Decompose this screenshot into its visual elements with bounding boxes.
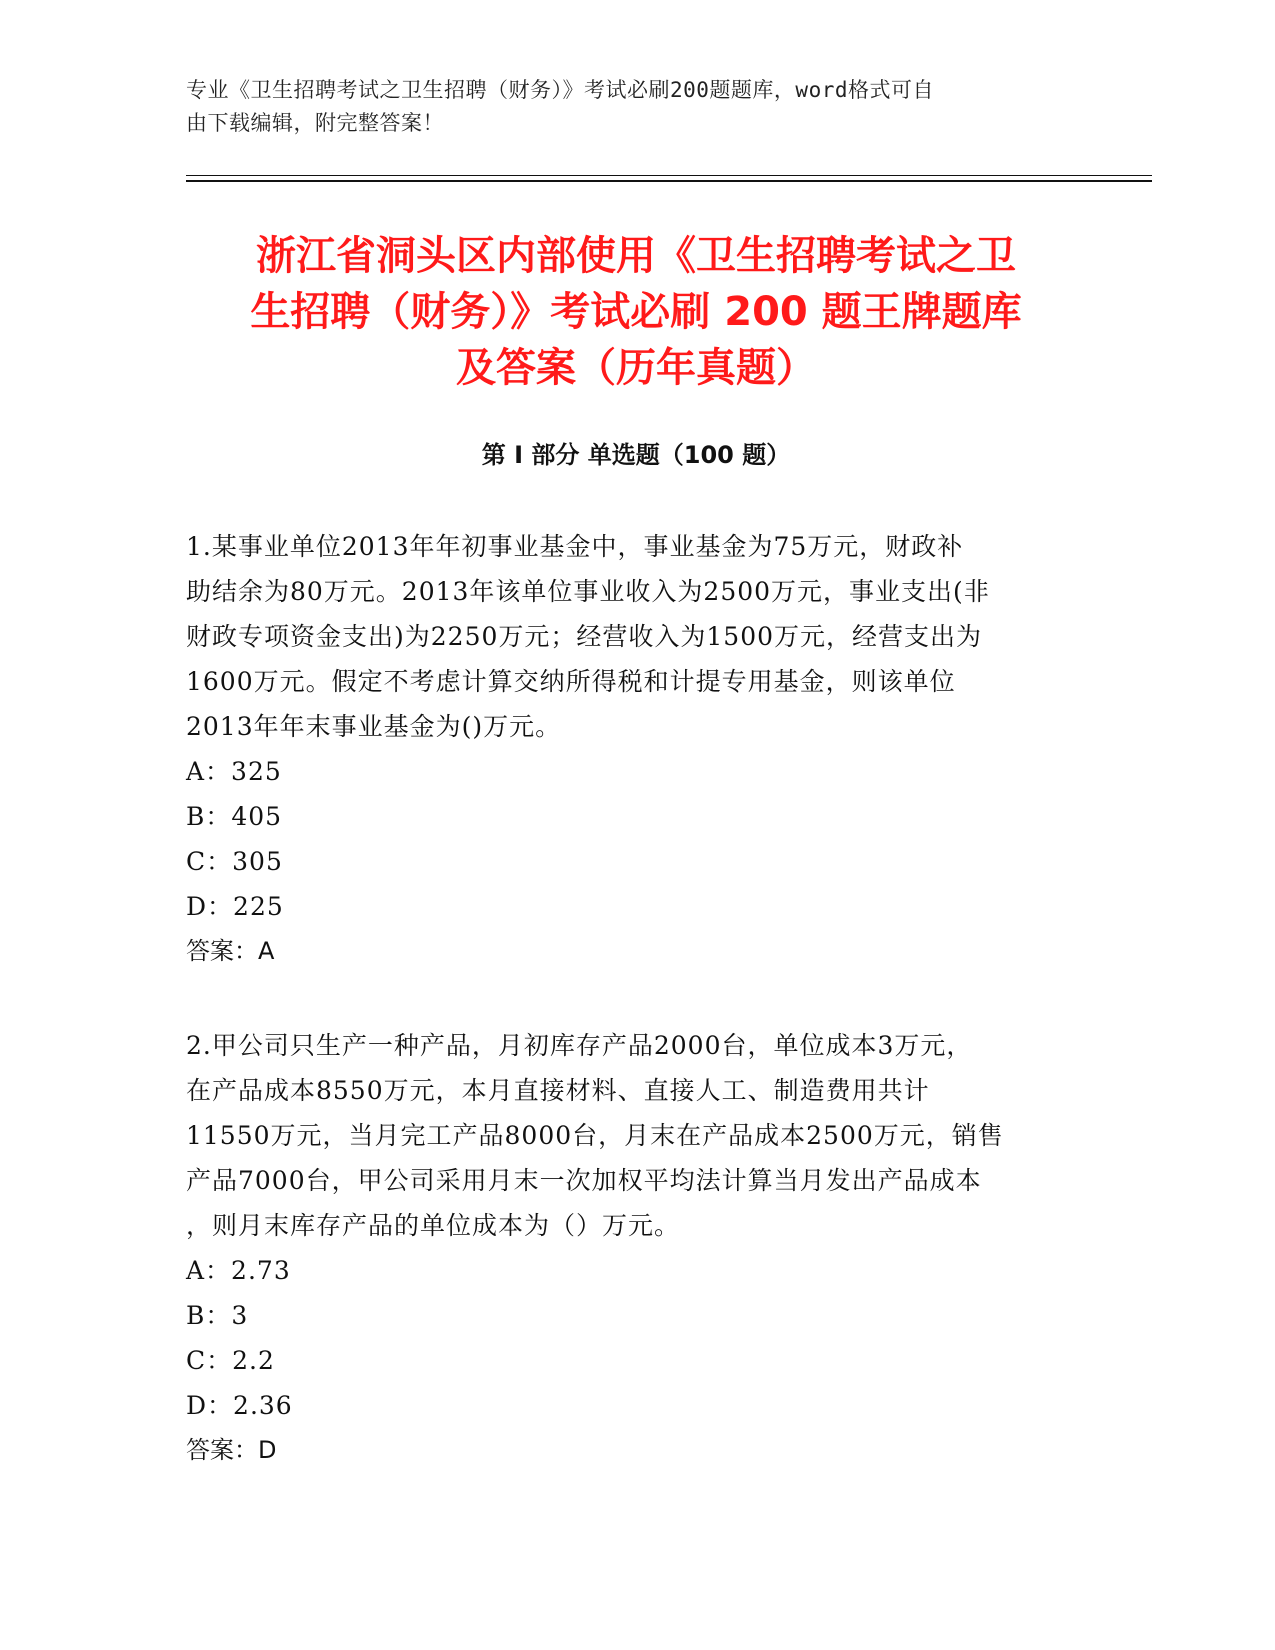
- option-a: A：325: [186, 757, 282, 786]
- option-a: A：2.73: [186, 1256, 291, 1285]
- document-title-line-2: 生招聘（财务）》考试必刷 200 题王牌题库: [250, 289, 1022, 335]
- section-title: 第 I 部分 单选题（100 题）: [481, 441, 791, 469]
- option-b: B：405: [186, 802, 283, 831]
- question-stem: [186, 524, 1086, 749]
- document-title: [186, 228, 1086, 396]
- question-stem: [186, 1023, 1086, 1248]
- question-stem-line: 产品7000台，甲公司采用月末一次加权平均法计算当月发出产品成本: [186, 1166, 982, 1195]
- header-divider-thick: [186, 180, 1152, 182]
- question-stem-line: ，则月末库存产品的单位成本为（）万元。: [186, 1211, 681, 1240]
- question-stem-line: 财政专项资金支出)为2250万元；经营收入为1500万元，经营支出为: [186, 622, 983, 651]
- header-note-line-1: 专业《卫生招聘考试之卫生招聘（财务）》考试必刷200题题库，word格式可自: [186, 78, 934, 102]
- question-stem-line: 在产品成本8550万元，本月直接材料、直接人工、制造费用共计: [186, 1076, 930, 1105]
- document-title-line-3: 及答案（历年真题）: [456, 345, 816, 391]
- question-2: [186, 1023, 1086, 1473]
- question-stem-line: 助结余为80万元。2013年该单位事业收入为2500万元，事业支出(非: [186, 577, 990, 606]
- question-stem-line: 1.某事业单位2013年年初事业基金中，事业基金为75万元，财政补: [186, 532, 964, 561]
- question-stem-line: 1600万元。假定不考虑计算交纳所得税和计提专用基金，则该单位: [186, 667, 956, 696]
- question-stem-line: 2013年年末事业基金为()万元。: [186, 712, 562, 741]
- header-note-line-2: 由下载编辑，附完整答案！: [186, 111, 444, 135]
- option-c: C：305: [186, 847, 283, 876]
- question-stem-line: 2.甲公司只生产一种产品，月初库存产品2000台，单位成本3万元，: [186, 1031, 973, 1060]
- option-b: B：3: [186, 1301, 249, 1330]
- header-divider-thin: [186, 175, 1152, 176]
- option-d: D：225: [186, 892, 284, 921]
- question-1: [186, 524, 1086, 974]
- option-d: D：2.36: [186, 1391, 293, 1420]
- option-c: C：2.2: [186, 1346, 275, 1375]
- question-stem-line: 11550万元，当月完工产品8000台，月末在产品成本2500万元，销售: [186, 1121, 1004, 1150]
- header-note: [186, 74, 1076, 140]
- answer-line: 答案：D: [186, 1436, 277, 1464]
- answer-line: 答案：A: [186, 937, 275, 965]
- document-title-line-1: 浙江省洞头区内部使用《卫生招聘考试之卫: [256, 233, 1016, 279]
